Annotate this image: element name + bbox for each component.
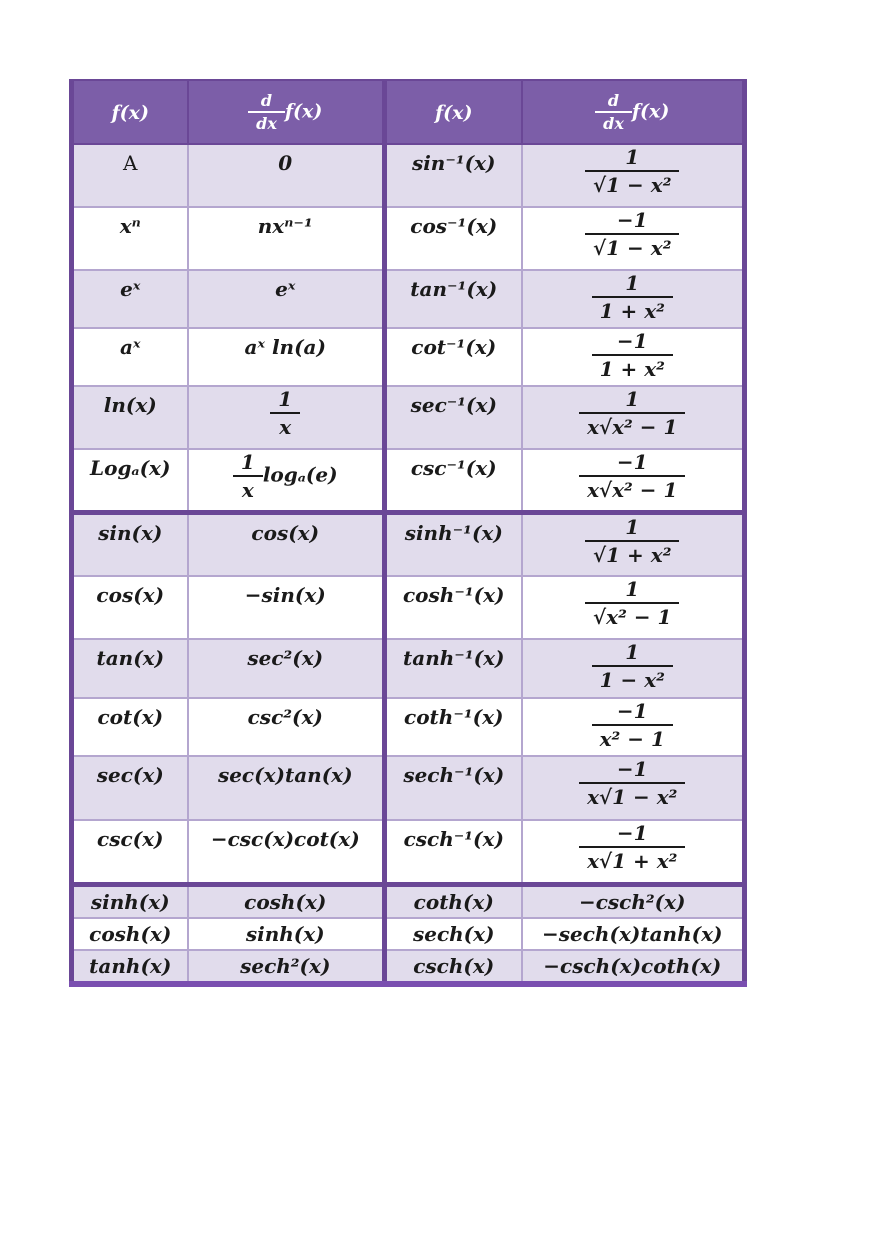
function-cell: csch⁻¹(x) bbox=[403, 827, 504, 851]
table-row bbox=[72, 820, 745, 884]
function-cell: sin⁻¹(x) bbox=[411, 151, 496, 175]
function-cell: A bbox=[123, 151, 138, 175]
derivative-cell: −csch(x)coth(x) bbox=[543, 953, 722, 978]
derivative-cell: cosh(x) bbox=[244, 889, 327, 914]
function-cell: sech(x) bbox=[412, 921, 495, 946]
derivative-cell: sinh(x) bbox=[245, 921, 325, 946]
header-f-2: f(x) bbox=[385, 80, 522, 144]
table-row bbox=[72, 918, 745, 950]
derivative-cell: csc²(x) bbox=[247, 705, 323, 729]
derivative-fraction: $\frac{-1}{\text{x² − 1}}$ bbox=[592, 699, 673, 751]
derivative-cell: sec²(x) bbox=[247, 646, 324, 670]
function-cell: cot⁻¹(x) bbox=[411, 335, 497, 359]
derivative-tail: logₐ(e) bbox=[262, 462, 338, 487]
function-cell: csc(x) bbox=[97, 827, 164, 851]
function-cell: cot(x) bbox=[97, 705, 164, 729]
function-cell: sec(x) bbox=[96, 763, 164, 787]
table-row bbox=[72, 512, 745, 576]
table-row bbox=[72, 270, 745, 328]
function-cell: tanh(x) bbox=[89, 953, 172, 978]
function-cell: sech⁻¹(x) bbox=[403, 763, 505, 787]
derivative-fraction: $\frac{1}{x}$ bbox=[270, 387, 300, 439]
derivative-cell: nxⁿ⁻¹ bbox=[257, 214, 313, 238]
function-cell: sinh(x) bbox=[90, 889, 170, 914]
function-cell: Logₐ(x) bbox=[90, 456, 171, 480]
derivatives-table bbox=[69, 79, 747, 987]
table-row bbox=[72, 639, 745, 698]
derivative-fraction: $\frac{1}{\text{1 + x²}}$ bbox=[592, 271, 673, 323]
derivative-cell: sec(x)tan(x) bbox=[217, 763, 353, 787]
function-cell: aˣ bbox=[120, 335, 141, 359]
table-row bbox=[72, 756, 745, 820]
derivative-fraction: $\frac{-1}{\text{x√1 − x²}}$ bbox=[579, 757, 685, 809]
function-cell: cosh⁻¹(x) bbox=[403, 583, 505, 607]
derivative-fraction: $\frac{1}{\text{√1 + x²}}$ bbox=[585, 515, 679, 567]
function-cell: tan⁻¹(x) bbox=[410, 277, 498, 301]
derivative-cell: eˣ bbox=[275, 277, 296, 301]
function-cell: csch(x) bbox=[413, 953, 495, 978]
derivative-cell: −csch²(x) bbox=[578, 889, 686, 914]
derivative-cell: aˣ ln(a) bbox=[244, 335, 326, 359]
derivative-fraction: $\frac{1}{x}$ bbox=[233, 450, 263, 502]
table-row bbox=[72, 698, 745, 756]
header-derivative: $\frac{d}{dx}$ f(x) bbox=[188, 80, 385, 144]
derivative-cell: −sin(x) bbox=[244, 583, 326, 607]
table-row bbox=[72, 144, 745, 207]
function-cell: sin(x) bbox=[98, 520, 163, 545]
derivative-fraction: $\frac{1}{\text{√1 − x²}}$ bbox=[585, 145, 679, 197]
table-row bbox=[72, 950, 745, 984]
function-cell: coth⁻¹(x) bbox=[404, 705, 504, 729]
function-cell: cos(x) bbox=[96, 583, 165, 607]
function-cell: coth(x) bbox=[413, 889, 494, 914]
function-cell: cosh(x) bbox=[89, 921, 172, 946]
function-cell: cos⁻¹(x) bbox=[410, 214, 498, 238]
function-cell: tanh⁻¹(x) bbox=[403, 646, 505, 670]
header-row bbox=[72, 80, 745, 144]
table-row bbox=[72, 449, 745, 512]
function-cell: csc⁻¹(x) bbox=[410, 456, 497, 480]
table-row bbox=[72, 386, 745, 449]
derivative-fraction: $\frac{1}{\text{√x² − 1}}$ bbox=[585, 577, 679, 629]
derivative-fraction: $\frac{1}{\text{x√x² − 1}}$ bbox=[579, 387, 685, 439]
function-cell: xⁿ bbox=[119, 214, 141, 238]
derivative-fraction: $\frac{-1}{\text{x√x² − 1}}$ bbox=[579, 450, 685, 502]
derivative-cell: 0 bbox=[278, 151, 293, 175]
function-cell: sinh⁻¹(x) bbox=[404, 520, 503, 545]
derivative-fraction: $\frac{-1}{\text{x√1 + x²}}$ bbox=[579, 821, 685, 873]
derivative-cell: sech²(x) bbox=[240, 953, 331, 978]
derivative-cell: −sech(x)tanh(x) bbox=[542, 921, 723, 946]
table-row bbox=[72, 207, 745, 270]
derivative-cell: −csc(x)cot(x) bbox=[210, 827, 360, 851]
header-derivative-2: $\frac{d}{dx}$ f(x) bbox=[522, 80, 745, 144]
derivative-fraction: $\frac{-1}{\text{1 + x²}}$ bbox=[592, 329, 673, 381]
table-row bbox=[72, 328, 745, 386]
header-f: f(x) bbox=[72, 80, 188, 144]
function-cell: ln(x) bbox=[103, 393, 157, 417]
derivative-fraction: $\frac{1}{\text{1 − x²}}$ bbox=[592, 640, 673, 692]
table-row bbox=[72, 884, 745, 918]
function-cell: sec⁻¹(x) bbox=[410, 393, 497, 417]
function-cell: eˣ bbox=[120, 277, 141, 301]
derivative-fraction: $\frac{-1}{\text{√1 − x²}}$ bbox=[585, 208, 679, 260]
derivative-cell: cos(x) bbox=[251, 520, 320, 545]
function-cell: tan(x) bbox=[96, 646, 165, 670]
table-row bbox=[72, 576, 745, 639]
